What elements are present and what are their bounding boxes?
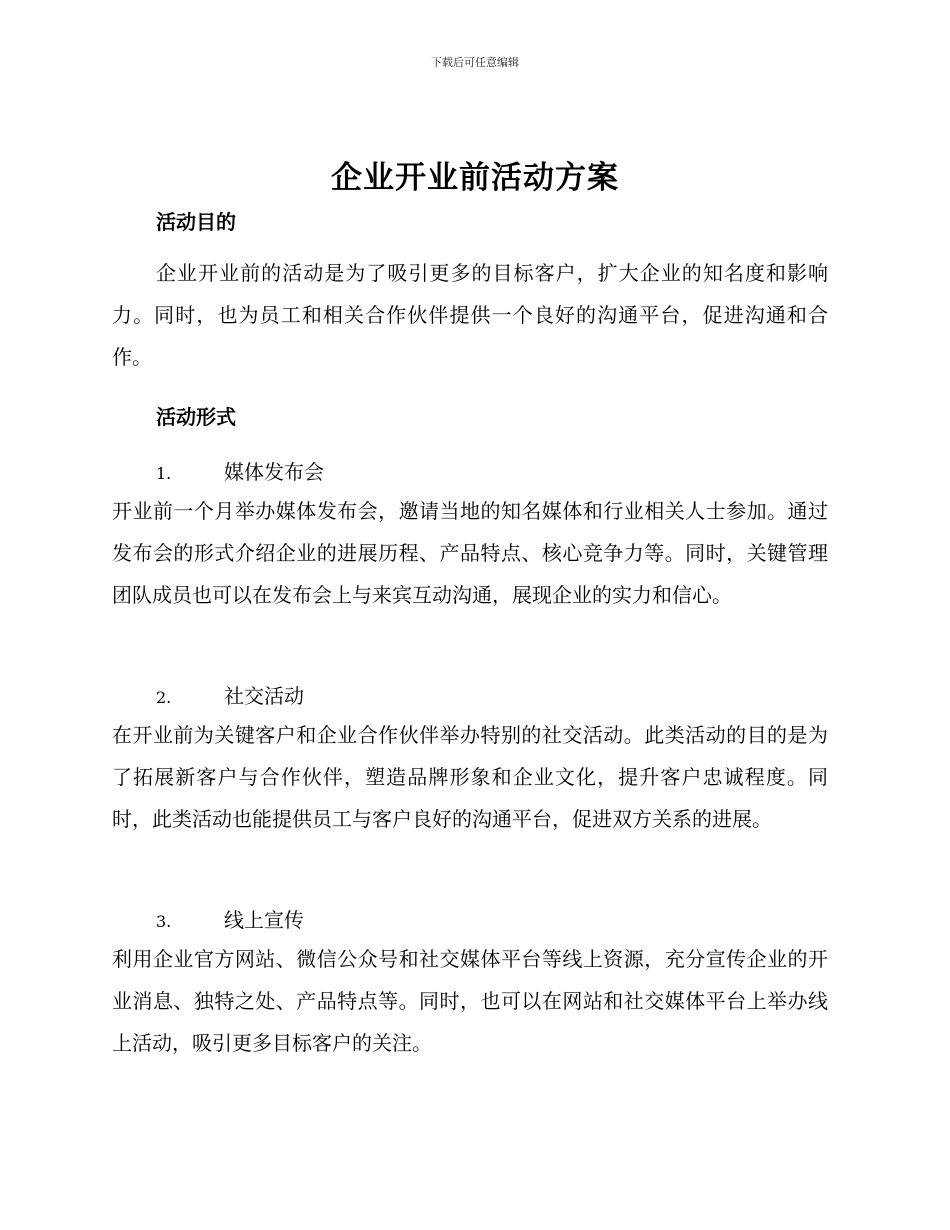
list-item-social-event	[156, 680, 304, 709]
list-item-number: 3.	[156, 912, 172, 931]
purpose-paragraph: 企业开业前的活动是为了吸引更多的目标客户，扩大企业的知名度和影响力。同时，也为员工和相关合作伙伴提供一个良好的沟通平台，促进沟通和合作。	[112, 261, 828, 369]
list-item-title: 线上宣传	[224, 908, 304, 932]
list-item-title: 媒体发布会	[224, 460, 324, 484]
list-item-online-promotion	[156, 904, 304, 933]
section-heading-format: 活动形式	[156, 405, 236, 429]
list-item-number: 1.	[156, 464, 172, 483]
section-heading-purpose: 活动目的	[156, 210, 236, 234]
page-header: 下载后可任意编辑	[431, 56, 519, 69]
list-item-media-conference	[156, 456, 324, 485]
media-conference-paragraph: 开业前一个月举办媒体发布会，邀请当地的知名媒体和行业相关人士参加。通过发布会的形式介绍企业的进展历程、产品特点、核心竞争力等。同时，关键管理团队成员也可以在发布会上与来宾互动沟通，展现企业的实力和信心。	[112, 499, 828, 607]
online-promotion-paragraph: 利用企业官方网站、微信公众号和社交媒体平台等线上资源，充分宣传企业的开业消息、独特之处、产品特点等。同时，也可以在网站和社交媒体平台上举办线上活动，吸引更多目标客户的关注。	[112, 947, 828, 1055]
list-item-title: 社交活动	[224, 684, 304, 708]
document-title: 企业开业前活动方案	[331, 160, 619, 196]
social-event-paragraph: 在开业前为关键客户和企业合作伙伴举办特别的社交活动。此类活动的目的是为了拓展新客户与合作伙伴，塑造品牌形象和企业文化，提升客户忠诚程度。同时，此类活动也能提供员工与客户良好的沟通平台，促进双方关系的进展。	[112, 723, 828, 831]
list-item-number: 2.	[156, 688, 172, 707]
